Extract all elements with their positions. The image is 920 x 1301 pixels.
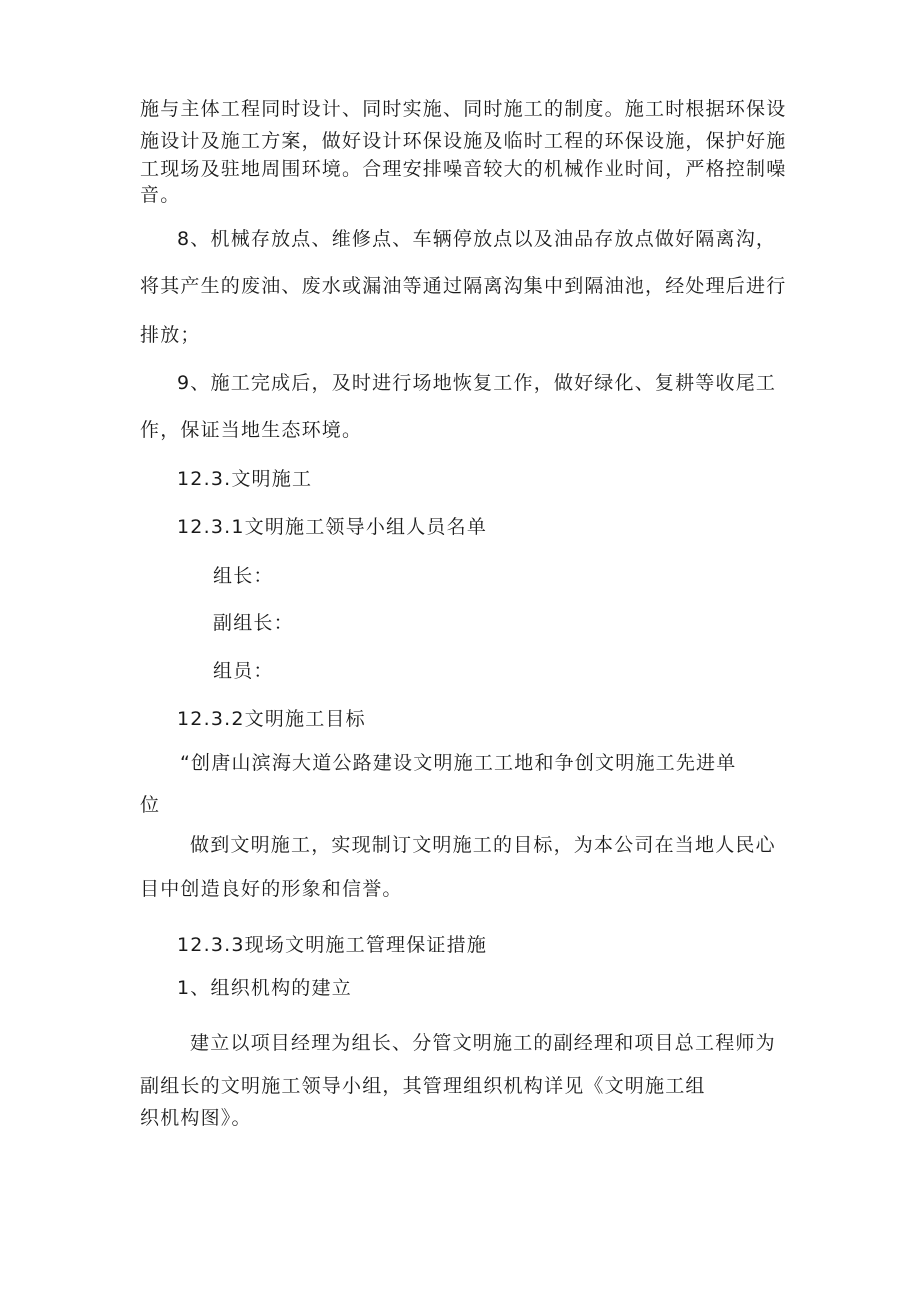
section-heading: 12.3.文明施工 [177, 468, 313, 490]
paragraph-line: “创唐山滨海大道公路建设文明施工工地和争创文明施工先进单 [180, 752, 737, 774]
paragraph-line: 作，保证当地生态环境。 [140, 419, 363, 441]
paragraph-line: 做到文明施工，实现制订文明施工的目标，为本公司在当地人民心 [190, 834, 776, 856]
list-item-heading: 1、组织机构的建立 [177, 977, 352, 999]
paragraph-line: 9、施工完成后，及时进行场地恢复工作，做好绿化、复耕等收尾工 [177, 372, 777, 394]
paragraph-line: 建立以项目经理为组长、分管文明施工的副经理和项目总工程师为 [190, 1032, 776, 1054]
paragraph-line: 施与主体工程同时设计、同时实施、同时施工的制度。施工时根据环保设 [140, 98, 787, 120]
paragraph-line: 8、机械存放点、维修点、车辆停放点以及油品存放点做好隔离沟， [177, 228, 777, 250]
subsection-heading: 12.3.2文明施工目标 [177, 708, 366, 730]
paragraph-line: 工现场及驻地周围环境。合理安排噪音较大的机械作业时间，严格控制噪 [140, 158, 787, 180]
paragraph-line: 将其产生的废油、废水或漏油等通过隔离沟集中到隔油池，经处理后进行 [140, 275, 787, 297]
role-label: 组长： [213, 565, 274, 587]
paragraph-line: 音。 [140, 184, 181, 206]
role-label: 组员： [213, 660, 274, 682]
paragraph-line: 排放； [140, 324, 201, 346]
subsection-heading: 12.3.1文明施工领导小组人员名单 [177, 516, 488, 538]
subsection-heading: 12.3.3现场文明施工管理保证措施 [177, 934, 488, 956]
paragraph-line: 位 [140, 794, 161, 816]
paragraph-line: 织机构图》。 [140, 1107, 252, 1129]
paragraph-line: 目中创造良好的形象和信誉。 [140, 878, 403, 900]
paragraph-line: 副组长的文明施工领导小组，其管理组织机构详见《文明施工组 [140, 1075, 706, 1097]
role-label: 副组长： [213, 612, 294, 634]
paragraph-line: 施设计及施工方案，做好设计环保设施及临时工程的环保设施，保护好施 [140, 130, 787, 152]
